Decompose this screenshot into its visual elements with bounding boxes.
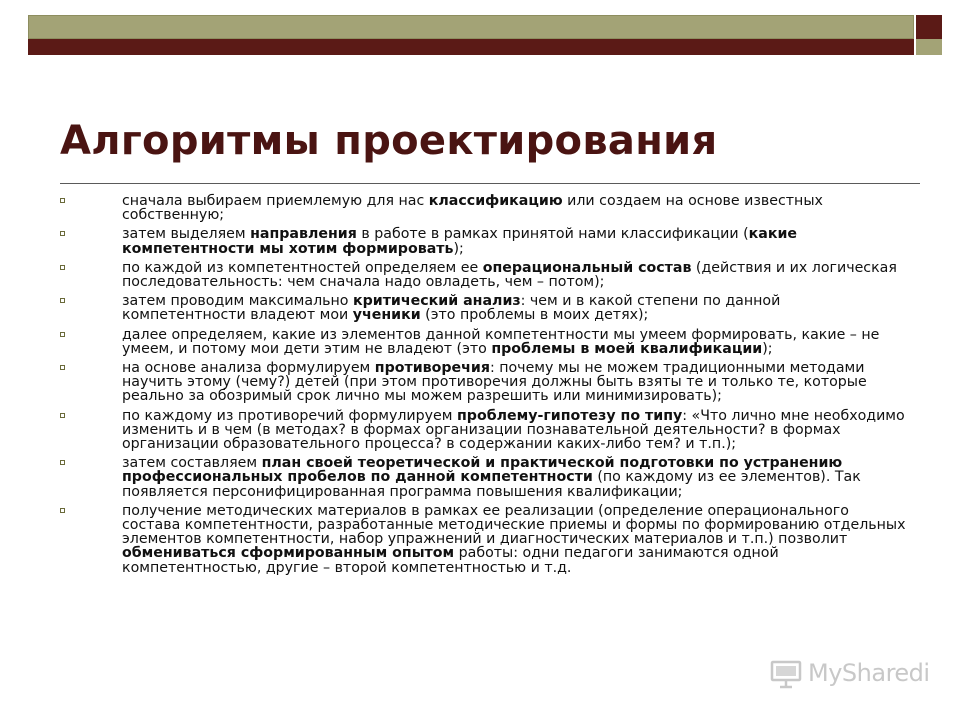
list-item bbox=[56, 456, 906, 499]
text: в работе в рамках принятой нами классификации ( bbox=[356, 226, 749, 243]
list-item bbox=[56, 294, 906, 322]
bullet-list bbox=[56, 194, 906, 580]
top-decor-bar bbox=[28, 15, 914, 39]
text: по каждому из противоречий формулируем bbox=[122, 407, 457, 424]
text: : чем и в какой степени по данной компетентности владеют мои bbox=[122, 293, 781, 324]
bold-text: план своей теоретической и практической подготовки по устранению профессиональных пробелов по данной компетентности bbox=[122, 455, 843, 486]
text: или создаем на основе известных собственную; bbox=[122, 193, 823, 224]
text: : почему мы не можем традиционными методами научить этому (чему?) детей (при этом противоречия должны быть взяты те и только те, которые реально за обозримый срок лично мы можем разрешить или минимизировать); bbox=[122, 360, 867, 405]
bold-text: проблемы в моей квалификации bbox=[491, 340, 763, 357]
list-item bbox=[56, 328, 906, 356]
text: на основе анализа формулируем bbox=[122, 360, 375, 377]
text: сначала выбираем приемлемую для нас bbox=[122, 193, 429, 209]
text: (по каждому из ее элементов). Так появляется персонифицированная программа повышения квалификации; bbox=[122, 469, 861, 500]
slide-title: Алгоритмы проектирования bbox=[60, 118, 718, 164]
bold-text: ученики bbox=[352, 307, 421, 324]
list-item bbox=[56, 194, 906, 222]
square-bullet-icon bbox=[60, 298, 65, 303]
bold-text: направления bbox=[250, 226, 357, 243]
list-item bbox=[56, 361, 906, 404]
square-bullet-icon bbox=[60, 265, 65, 270]
square-bullet-icon bbox=[60, 198, 65, 203]
bold-text: проблему-гипотезу по типу bbox=[457, 407, 683, 424]
text: получение методических материалов в рамках ее реализации (определение операционального состава компетентности, разработанные методические приемы и формы по формированию отдельных элементов компетентности, набор упражнений и диагностических материалов и т.п.) позволит bbox=[122, 502, 906, 548]
text: затем выделяем bbox=[122, 226, 251, 243]
bold-text: противоречия bbox=[374, 360, 490, 377]
presentation-icon bbox=[770, 659, 802, 689]
watermark-text: MySharedi bbox=[808, 659, 930, 687]
text: (это проблемы в моих детях); bbox=[420, 307, 649, 324]
text: ); bbox=[453, 240, 464, 257]
top-decor-bar-dark bbox=[28, 39, 914, 55]
square-bullet-icon bbox=[60, 231, 65, 236]
text: далее определяем, какие из элементов данной компетентности мы умеем формировать, какие – не умеем, и потому мои дети этим не владеют (это bbox=[122, 326, 880, 357]
corner-decor-bottom bbox=[916, 39, 942, 55]
bold-text: какие компетентности мы хотим формировать bbox=[122, 226, 798, 257]
bold-text: операциональный состав bbox=[482, 259, 692, 276]
text: : «Что лично мне необходимо изменить и в чем (в методах? в формах организации познавательной деятельности? в формах организации образовательного процесса? в содержании каких-либо тем? и т.п.); bbox=[122, 407, 905, 453]
list-item bbox=[56, 227, 906, 255]
square-bullet-icon bbox=[60, 508, 65, 513]
text: ); bbox=[762, 340, 773, 357]
bold-text: классификацию bbox=[428, 193, 563, 209]
list-item bbox=[56, 261, 906, 289]
square-bullet-icon bbox=[60, 460, 65, 465]
list-item bbox=[56, 504, 906, 575]
bold-text: критический анализ bbox=[352, 293, 521, 310]
text: затем составляем bbox=[122, 455, 262, 472]
watermark-logo bbox=[770, 655, 930, 695]
square-bullet-icon bbox=[60, 413, 65, 418]
bold-text: обмениваться сформированным опытом bbox=[122, 545, 455, 562]
corner-decor-top bbox=[916, 15, 942, 39]
square-bullet-icon bbox=[60, 365, 65, 370]
text: (действия и их логическая последовательность: чем сначала надо овладеть, чем – потом); bbox=[122, 259, 897, 291]
title-divider bbox=[60, 183, 920, 184]
list-item bbox=[56, 409, 906, 452]
text: работы: одни педагоги занимаются одной компетентностью, другие – второй компетентностью и т.д. bbox=[122, 545, 779, 576]
text: затем проводим максимально bbox=[122, 293, 353, 310]
square-bullet-icon bbox=[60, 332, 65, 337]
text: по каждой из компетентностей определяем ее bbox=[122, 259, 483, 276]
